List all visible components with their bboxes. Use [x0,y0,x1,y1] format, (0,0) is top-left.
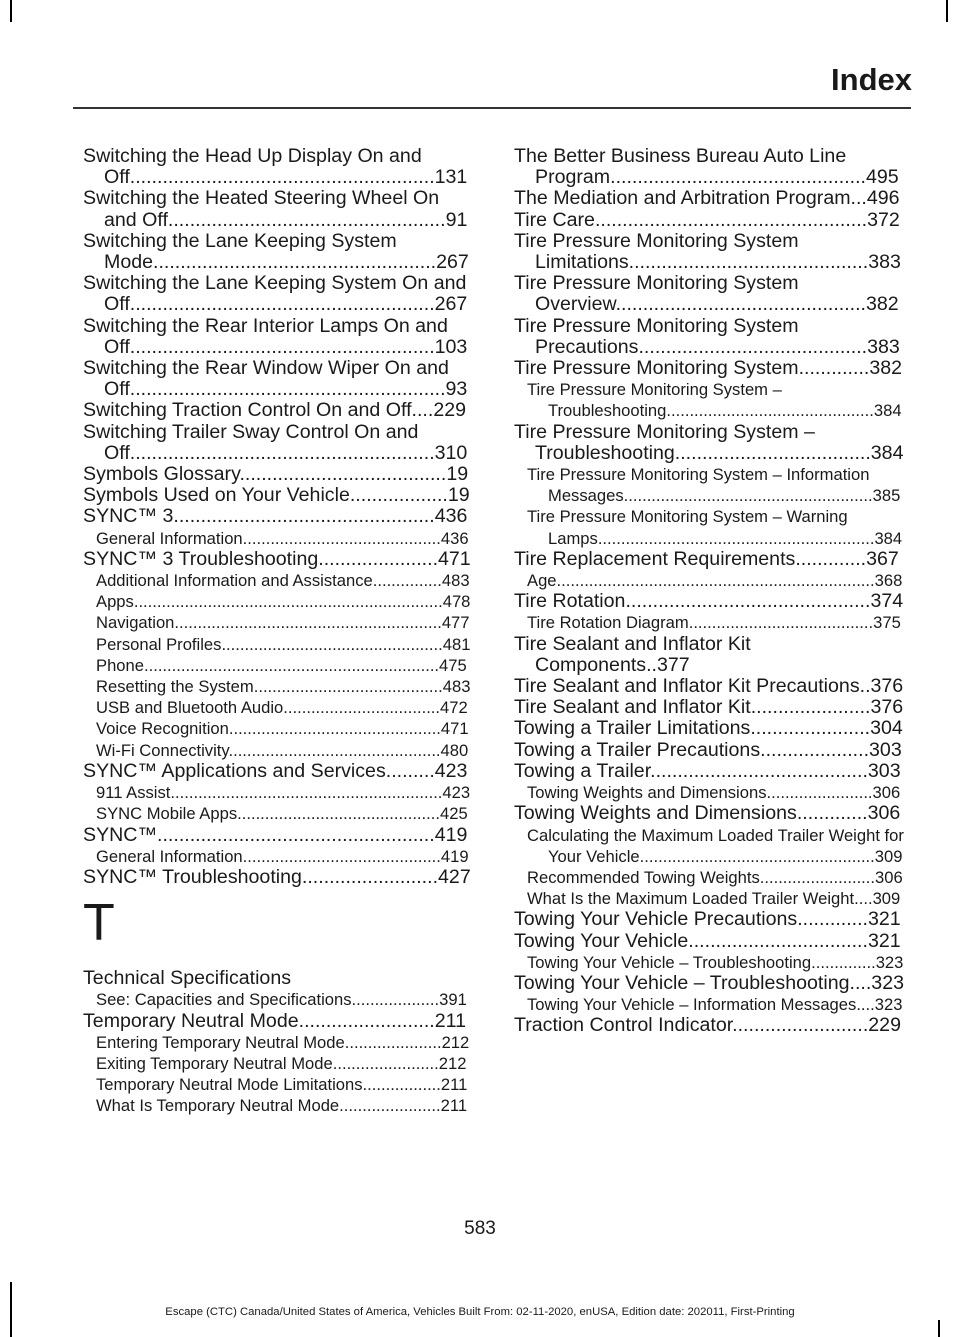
index-subentry [83,676,473,697]
index-entry [83,464,473,485]
entry-page-number: 376 [870,675,904,698]
entry-page-number: 375 [873,613,901,633]
index-entry [514,718,906,739]
header-rule [73,107,911,109]
index-subentry [83,782,473,803]
leader-dots: ........................................................ [129,166,435,189]
leader-dots: ................................................ [173,505,435,528]
entry-text: Tire Pressure Monitoring System – Troubleshooting [514,420,815,464]
entry-page-number: 321 [868,908,901,931]
leader-dots: ....................... [332,1053,439,1073]
leader-dots: ............................................................ [597,528,875,548]
entry-page-number: 211 [440,1075,468,1095]
leader-dots: ........................................... [242,528,441,548]
entry-page-number: 306 [867,802,901,825]
entry-text: Switching the Heated Steering Wheel On and Off [83,187,440,231]
entry-page-number: 303 [869,738,902,761]
section-letter: T [83,894,115,953]
entry-page-number: 131 [434,166,468,189]
index-column-left [83,146,473,1117]
index-entry [514,1015,906,1036]
leader-dots: ................................................ [221,634,443,654]
entry-text: SYNC™ Applications and Services [83,759,386,782]
crop-mark-bottom-right [938,1320,940,1337]
index-subentry [514,952,906,973]
leader-dots: ..................... [344,1032,442,1052]
entry-page-number: 471 [438,547,471,570]
leader-dots: ......................................... [253,677,443,697]
entry-page-number: 93 [445,378,468,401]
leader-dots: ......................... [732,1014,869,1037]
entry-text: Temporary Neutral Mode [83,1009,299,1032]
index-entry [514,676,906,697]
entry-page-number: 383 [868,251,901,274]
entry-text: Technical Specifications [83,967,292,990]
index-entry [514,210,906,231]
index-subentry [514,994,906,1015]
index-subentry [514,379,906,421]
entry-text: Temporary Neutral Mode Limitations [96,1075,363,1095]
entry-text: Additional Information and Assistance [96,571,373,591]
leader-dots: ......................... [301,865,439,888]
leader-dots: ................................. [688,929,868,952]
leader-dots: .......................................................... [174,613,442,633]
index-subentry [514,825,906,867]
index-subentry [83,570,473,591]
index-subentry [514,570,906,591]
leader-dots: ...................... [750,696,871,719]
index-subentry [514,782,906,803]
entry-text: Towing a Trailer Precautions [514,738,761,761]
index-subentry [83,1032,473,1053]
index-subentry [83,655,473,676]
leader-dots: .... [411,399,434,422]
index-entry [514,231,906,273]
leader-dots: ................................................... [639,846,875,866]
index-entry [514,549,906,570]
leader-dots: ......................... [298,1009,435,1032]
entry-page-number: 19 [447,484,470,507]
entry-page-number: 436 [434,505,468,528]
entry-page-number: 483 [442,677,471,697]
index-subentry [514,888,906,909]
entry-page-number: 477 [441,613,470,633]
entry-text: Tire Pressure Monitoring System – Information Messages [527,465,870,506]
leader-dots: .... [856,995,875,1015]
entry-page-number: 91 [445,208,468,231]
entry-text: Towing a Trailer [514,759,651,782]
leader-dots: .... [849,971,872,994]
entry-page-number: 304 [870,717,903,740]
entry-page-number: 374 [870,590,904,613]
leader-dots: .... [854,889,873,909]
entry-text: Switching the Head Up Display On and Off [83,145,422,189]
entry-page-number: 384 [874,528,903,548]
leader-dots: .................... [760,738,870,761]
entry-page-number: 385 [872,486,901,506]
index-entry [514,740,906,761]
leader-dots: ................................................... [167,208,446,231]
page-title: Index [831,62,912,97]
entry-text: Switching the Lane Keeping System Mode [83,229,397,274]
index-entry [514,931,906,952]
entry-page-number: 229 [433,399,467,422]
index-entry [514,803,906,824]
index-entry [514,358,906,379]
index-subentry [83,989,473,1010]
leader-dots: .............................................. [615,293,866,316]
entry-page-number: 436 [440,528,469,548]
entry-text: Age [527,571,557,591]
leader-dots: ................................................... [157,823,435,846]
entry-text: Resetting the System [96,677,254,697]
entry-text: Tire Pressure Monitoring System Precautions [514,314,799,358]
entry-text: General Information [96,846,243,866]
leader-dots: ............. [798,357,870,380]
entry-text: Apps [96,592,134,612]
leader-dots: .............. [811,952,876,972]
entry-text: Towing Weights and Dimensions [514,802,797,825]
footer-edition-note: Escape (CTC) Canada/United States of America, Vehicles Built From: 02-11-2020, enUSA, Edition date: 202011, First-Printing [165,1306,795,1318]
entry-text: Switching the Lane Keeping System On and Off [83,272,467,316]
leader-dots: ............. [797,908,868,931]
entry-page-number: 384 [870,441,904,464]
index-entry [514,973,906,994]
index-entry [514,316,906,358]
entry-text: Towing a Trailer Limitations [514,717,751,740]
leader-dots: ...................... [750,717,871,740]
entry-page-number: 423 [434,759,468,782]
leader-dots: .................................................... [153,251,437,274]
entry-page-number: 367 [866,547,899,570]
index-entry [83,273,473,315]
entry-text: Entering Temporary Neutral Mode [96,1032,345,1052]
entry-text: Wi-Fi Connectivity [96,740,229,760]
leader-dots: .................................... [674,441,871,464]
entry-text: SYNC™ Troubleshooting [83,865,302,888]
leader-dots: ........................................................ [129,293,435,316]
leader-dots: ......... [385,759,435,782]
entry-page-number: 495 [866,166,899,189]
entry-text: Tire Pressure Monitoring System – Warning Lamps [527,507,848,548]
index-entry [514,422,906,464]
entry-text: Tire Pressure Monitoring System Overview [514,272,799,316]
entry-page-number: 423 [442,783,471,803]
index-entry [83,968,473,989]
leader-dots: .................................. [283,698,441,718]
leader-dots: ................... [351,990,440,1010]
entry-page-number: 376 [870,696,904,719]
leader-dots: ............. [795,547,867,570]
entry-text: Tire Pressure Monitoring System Limitations [514,229,799,274]
index-subentry [514,464,906,506]
entry-page-number: 372 [867,208,900,231]
index-entry [83,485,473,506]
index-entry [514,188,906,209]
index-entry [83,825,473,846]
entry-page-number: 323 [871,971,904,994]
entry-page-number: 212 [438,1053,467,1073]
entry-page-number: 19 [446,463,469,486]
leader-dots: ............................................... [610,166,866,189]
entry-page-number: 310 [434,441,468,464]
entry-page-number: 483 [441,571,470,591]
entry-text: Tire Sealant and Inflator Kit Precautions [514,675,860,698]
leader-dots: ............................................. [666,401,874,421]
index-entry [514,146,906,188]
entry-text: Switching the Rear Window Wiper On and Off [83,357,449,401]
entry-page-number: 480 [440,740,469,760]
leader-dots: ........................................................ [129,335,435,358]
entry-page-number: 481 [442,634,471,654]
entry-text: SYNC™ [83,823,158,846]
leader-dots: ........................................................... [170,783,443,803]
entry-text: Tire Pressure Monitoring System – Troubleshooting [527,380,782,421]
index-entry [83,506,473,527]
entry-page-number: 303 [867,759,901,782]
index-entry [83,316,473,358]
index-entry [83,867,473,888]
crop-mark-top-right [946,0,948,22]
leader-dots: ......................... [759,867,876,887]
entry-text: SYNC Mobile Apps [96,804,238,824]
leader-dots: .. [646,653,657,676]
leader-dots: ................. [362,1075,441,1095]
entry-text: Tire Rotation [514,590,626,613]
index-subentry [83,612,473,633]
entry-page-number: 323 [875,952,904,972]
leader-dots: ...................... [339,1096,441,1116]
entry-page-number: 478 [442,592,471,612]
index-subentry [83,1095,473,1116]
entry-text: Symbols Glossary [83,463,240,486]
entry-text: Towing Weights and Dimensions [527,783,767,803]
entry-text: See: Capacities and Specifications [96,990,352,1010]
entry-text: Personal Profiles [96,634,222,654]
entry-page-number: 377 [657,653,690,676]
index-subentry [83,718,473,739]
index-entry [514,909,906,930]
entry-text: The Better Business Bureau Auto Line Program [514,145,847,189]
leader-dots: ............................................ [628,251,869,274]
entry-text: SYNC™ 3 Troubleshooting [83,547,319,570]
entry-page-number: 321 [867,929,901,952]
entry-page-number: 419 [434,823,468,846]
index-subentry [83,1074,473,1095]
leader-dots: ..................................................................... [556,571,875,591]
leader-dots: ...................... [318,547,439,570]
index-subentry [83,528,473,549]
entry-page-number: 427 [438,865,471,888]
entry-text: Exiting Temporary Neutral Mode [96,1053,333,1073]
leader-dots: ............... [372,571,442,591]
entry-page-number: 368 [874,571,903,591]
entry-text: Calculating the Maximum Loaded Trailer Weight for Your Vehicle [527,825,904,866]
entry-text: Phone [96,655,144,675]
entry-text: The Mediation and Arbitration Program [514,187,851,210]
entry-page-number: 211 [434,1009,466,1032]
entry-text: Switching the Rear Interior Lamps On and Off [83,314,448,358]
index-entry [83,422,473,464]
entry-text: Tire Care [514,208,595,231]
index-subentry [514,867,906,888]
leader-dots: ........................................ [688,613,874,633]
entry-page-number: 425 [439,804,468,824]
index-entry [83,188,473,230]
leader-dots: .............................................. [228,719,441,739]
index-entry [514,273,906,315]
entry-text: Towing Your Vehicle – Information Messages [527,995,857,1015]
entry-page-number: 309 [872,889,901,909]
index-subentry [83,591,473,612]
entry-page-number: 391 [439,990,467,1010]
index-entry [83,358,473,400]
leader-dots: ............................................ [237,804,440,824]
entry-text: Towing Your Vehicle Precautions [514,908,798,931]
entry-text: Tire Sealant and Inflator Kit Components [514,632,751,676]
leader-dots: ...................................................... [623,486,873,506]
entry-text: Tire Pressure Monitoring System [514,357,799,380]
entry-text: Traction Control Indicator [514,1014,733,1037]
leader-dots: .......................................... [638,335,868,358]
entry-text: USB and Bluetooth Audio [96,698,284,718]
index-column-right [514,146,906,1037]
entry-page-number: 323 [874,995,903,1015]
index-entry [83,146,473,188]
entry-page-number: 306 [875,867,903,887]
entry-text: What Is the Maximum Loaded Trailer Weight [527,889,855,909]
leader-dots: .......................................................... [129,378,446,401]
entry-page-number: 419 [440,846,469,866]
leader-dots: ........................................... [242,846,441,866]
entry-page-number: 267 [434,293,468,316]
entry-page-number: 382 [869,357,903,380]
index-entry [83,400,473,421]
index-subentry [514,612,906,633]
page-number: 583 [464,1218,496,1239]
index-entry [83,761,473,782]
leader-dots: ...................................... [239,463,447,486]
leader-dots: ....................... [766,783,873,803]
index-subentry [514,506,906,548]
entry-page-number: 382 [866,293,899,316]
entry-page-number: 306 [872,783,901,803]
leader-dots: .................. [349,484,448,507]
index-entry [83,549,473,570]
leader-dots: ... [850,187,867,210]
entry-text: Recommended Towing Weights [527,867,760,887]
leader-dots: ........................................ [650,759,868,782]
index-entry [514,697,906,718]
entry-page-number: 309 [874,846,903,866]
index-entry [83,1011,473,1032]
entry-text: Towing Your Vehicle [514,929,689,952]
entry-page-number: 383 [867,335,900,358]
index-entry [83,231,473,273]
index-subentry [83,803,473,824]
entry-page-number: 103 [434,335,468,358]
index-entry [514,634,906,676]
index-subentry [83,846,473,867]
entry-page-number: 212 [441,1032,470,1052]
index-subentry [83,697,473,718]
index-subentry [83,634,473,655]
entry-text: Tire Replacement Requirements [514,547,796,570]
leader-dots: .............................................. [228,740,441,760]
entry-text: Navigation [96,613,175,633]
entry-text: General Information [96,528,243,548]
entry-text: Towing Your Vehicle – Troubleshooting [527,952,812,972]
entry-page-number: 472 [440,698,468,718]
index-entry [514,761,906,782]
index-subentry [83,740,473,761]
leader-dots: ................................................................ [143,655,440,675]
leader-dots: ................................................................... [133,592,443,612]
entry-text: 911 Assist [96,783,171,803]
leader-dots: .. [859,675,871,698]
leader-dots: .................................................. [594,208,868,231]
leader-dots: ............. [796,802,868,825]
entry-text: Tire Sealant and Inflator Kit [514,696,751,719]
entry-page-number: 496 [866,187,900,210]
entry-text: Tire Rotation Diagram [527,613,689,633]
entry-page-number: 471 [440,719,469,739]
index-entry [514,591,906,612]
entry-text: SYNC™ 3 [83,505,174,528]
entry-page-number: 384 [873,401,902,421]
crop-mark-top-left [10,0,12,22]
entry-text: What Is Temporary Neutral Mode [96,1096,340,1116]
entry-text: Symbols Used on Your Vehicle [83,484,350,507]
entry-text: Towing Your Vehicle – Troubleshooting [514,971,850,994]
entry-text: Switching Trailer Sway Control On and Off [83,420,419,464]
entry-page-number: 475 [439,655,467,675]
leader-dots: ........................................................ [129,441,435,464]
entry-page-number: 267 [436,251,469,274]
index-subentry [83,1053,473,1074]
entry-text: Voice Recognition [96,719,229,739]
entry-text: Switching Traction Control On and Off [83,399,412,422]
leader-dots: ............................................. [625,590,871,613]
entry-page-number: 211 [440,1096,468,1116]
entry-page-number: 229 [868,1014,901,1037]
